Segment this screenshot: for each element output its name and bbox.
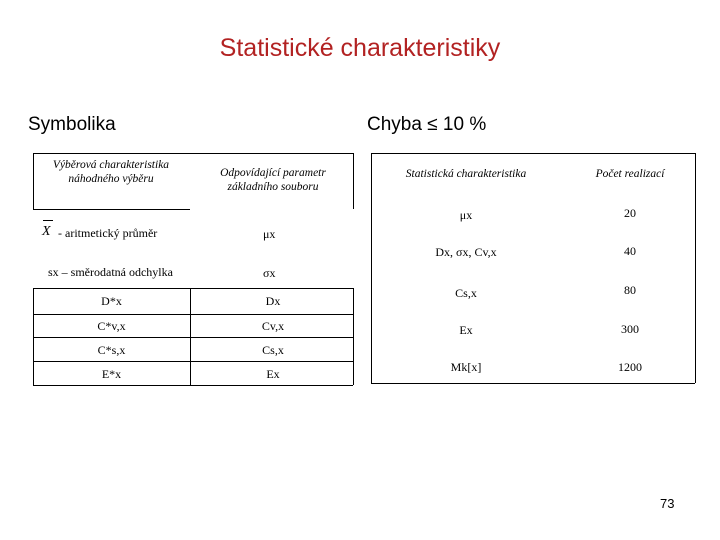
table-border	[190, 153, 353, 154]
table-row-population: Ex	[266, 367, 280, 381]
table-row-sample: C*s,x	[97, 343, 126, 357]
page-number: 73	[660, 496, 675, 511]
table-border	[695, 153, 696, 383]
table-row-sample: D*x	[101, 294, 122, 308]
header-statistical-characteristic: Statistická charakteristika	[405, 168, 527, 180]
page-title: Statistické charakteristiky	[219, 34, 501, 62]
table-border	[353, 288, 354, 385]
table-row-population: Dx	[265, 294, 281, 308]
table-row-count: 1200	[618, 360, 642, 374]
table-row-sample: C*v,x	[97, 319, 126, 333]
table-border	[371, 383, 695, 384]
table-row-population: Cs,x	[262, 343, 284, 357]
overline	[43, 220, 53, 221]
table-border	[33, 288, 193, 289]
table-row-population: Cv,x	[261, 319, 285, 333]
table-border	[371, 153, 372, 383]
right-heading: Chyba ≤ 10 %	[367, 114, 487, 135]
table-row-characteristic: μx	[459, 208, 473, 222]
mean-parameter: μx	[263, 227, 276, 241]
table-border	[190, 288, 191, 385]
sd-label: sx – směrodatná odchylka	[48, 265, 173, 279]
table-row-characteristic: Ex	[459, 323, 473, 337]
table-border	[371, 153, 695, 154]
table-border	[33, 153, 190, 154]
table-row-count: 40	[624, 244, 636, 258]
mean-symbol-text: X	[42, 224, 51, 239]
table-row-count: 80	[624, 283, 636, 297]
table-border	[33, 209, 190, 210]
mean-symbol	[42, 224, 51, 240]
table-border	[33, 337, 353, 338]
table-border	[33, 361, 353, 362]
table-row-count: 20	[624, 206, 636, 220]
header-population-parameter: Odpovídající parametr základního souboru	[220, 167, 326, 193]
table-border	[33, 153, 34, 209]
header-realization-count: Počet realizací	[595, 168, 665, 180]
table-row-characteristic: Mk[x]	[450, 360, 482, 374]
table-row-sample: E*x	[101, 367, 122, 381]
sd-parameter: σx	[263, 266, 276, 280]
left-heading: Symbolika	[28, 114, 116, 135]
table-border	[353, 153, 354, 209]
header-sample-characteristic: Výběrová charakteristika náhodného výběru	[52, 159, 170, 185]
table-row-count: 300	[621, 322, 639, 336]
table-border	[33, 314, 353, 315]
table-row-characteristic: Cs,x	[455, 286, 477, 300]
mean-label: - aritmetický průměr	[58, 226, 158, 240]
table-row-characteristic: Dx, σx, Cv,x	[435, 245, 497, 259]
table-border	[33, 385, 353, 386]
table-border	[193, 288, 353, 289]
